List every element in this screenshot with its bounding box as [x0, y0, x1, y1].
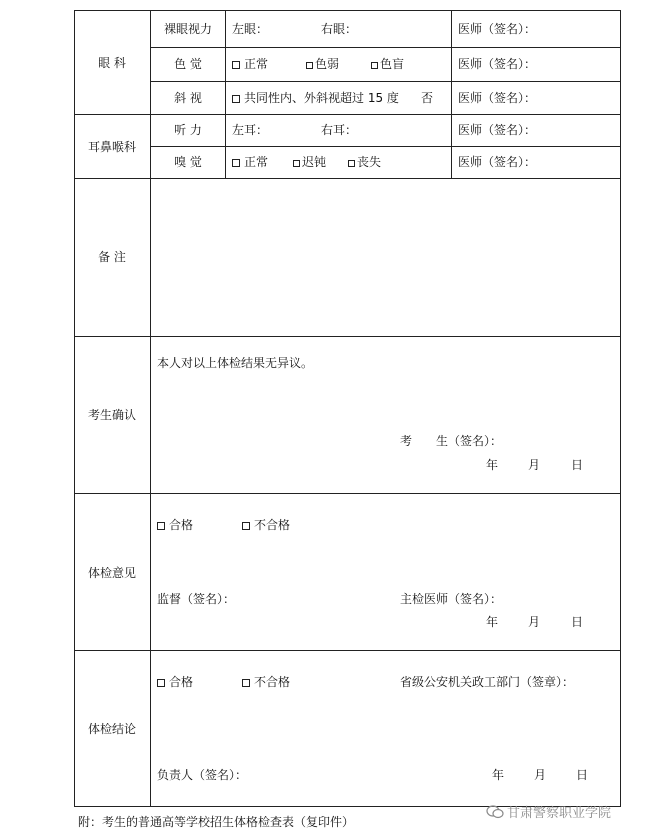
checkbox-fail[interactable]: 不合格 [242, 518, 290, 532]
date-day: 日 [571, 615, 584, 629]
grid-line [150, 10, 151, 807]
date-day: 日 [571, 458, 584, 472]
grid-line [150, 81, 621, 82]
watermark: 甘肃警察职业学院 [486, 802, 611, 821]
confirm-text: 本人对以上体检结果无异议。 [157, 356, 314, 370]
strabismus-label: 斜 视 [174, 91, 202, 105]
vision-label: 裸眼视力 [163, 22, 213, 36]
confirm-label: 考生确认 [87, 408, 137, 422]
checkbox-fail[interactable]: 不合格 [242, 675, 290, 689]
date-year: 年 [486, 458, 499, 472]
checkbox-icon [232, 159, 240, 167]
grid-line [451, 10, 452, 178]
color-vision-label: 色 觉 [174, 57, 202, 71]
checkbox-icon [348, 160, 355, 167]
checkbox-icon [157, 679, 165, 687]
checkbox-icon [232, 95, 240, 103]
hearing-label: 听 力 [174, 123, 202, 137]
wechat-icon [486, 805, 504, 819]
supervisor-sign: 监督（签名）： [157, 592, 236, 606]
checkbox-weak[interactable]: 色弱 [306, 57, 339, 71]
doctor-sign: 医师（签名）： [458, 91, 537, 105]
grid-line [74, 178, 621, 179]
date-month: 月 [528, 615, 541, 629]
checkbox-blind[interactable]: 色盲 [371, 57, 404, 71]
grid-line [74, 10, 621, 11]
checkbox-icon [242, 522, 250, 530]
grid-line [74, 114, 621, 115]
eye-section-label: 眼 科 [98, 56, 126, 70]
checkbox-dull[interactable]: 迟钝 [293, 155, 326, 169]
checkbox-strabismus[interactable]: 共同性内、外斜视超过 15 度 [232, 91, 399, 105]
checkbox-icon [157, 522, 165, 530]
checkbox-icon [232, 61, 240, 69]
checkbox-normal[interactable]: 正常 [232, 155, 268, 169]
chief-doctor-sign: 主检医师（签名）： [400, 592, 503, 606]
grid-line [74, 493, 621, 494]
doctor-sign: 医师（签名）： [458, 155, 537, 169]
grid-line [225, 10, 226, 178]
dept-seal: 省级公安机关政工部门（签章）： [400, 675, 575, 689]
grid-line [74, 10, 75, 807]
ent-section-label: 耳鼻喉科 [87, 140, 137, 154]
doctor-sign: 医师（签名）： [458, 57, 537, 71]
right-eye-field: 右眼： [321, 22, 358, 36]
date-year: 年 [486, 615, 499, 629]
date-day: 日 [576, 768, 589, 782]
conclusion-label: 体检结论 [87, 722, 137, 736]
grid-line [74, 336, 621, 337]
checkbox-icon [293, 160, 300, 167]
date-month: 月 [528, 458, 541, 472]
candidate-sign: 考 生（签名）： [400, 434, 503, 448]
checkbox-icon [306, 62, 313, 69]
right-ear-field: 右耳： [321, 123, 358, 137]
checkbox-pass[interactable]: 合格 [157, 675, 193, 689]
checkbox-icon [242, 679, 250, 687]
footer-note: 附：考生的普通高等学校招生体格检查表（复印件） [78, 815, 355, 829]
checkbox-normal[interactable]: 正常 [232, 57, 268, 71]
left-ear-field: 左耳： [232, 123, 269, 137]
date-month: 月 [534, 768, 547, 782]
remarks-label: 备 注 [98, 250, 126, 264]
checkbox-lost[interactable]: 丧失 [348, 155, 381, 169]
strabismus-no: 否 [421, 91, 434, 105]
grid-line [620, 10, 621, 807]
grid-line [74, 650, 621, 651]
grid-line [150, 47, 621, 48]
doctor-sign: 医师（签名）： [458, 22, 537, 36]
doctor-sign: 医师（签名）： [458, 123, 537, 137]
left-eye-field: 左眼： [232, 22, 269, 36]
checkbox-icon [371, 62, 378, 69]
responsible-sign: 负责人（签名）： [157, 768, 248, 782]
grid-line [150, 146, 621, 147]
smell-label: 嗅 觉 [174, 155, 202, 169]
opinion-label: 体检意见 [87, 566, 137, 580]
date-year: 年 [492, 768, 505, 782]
checkbox-pass[interactable]: 合格 [157, 518, 193, 532]
